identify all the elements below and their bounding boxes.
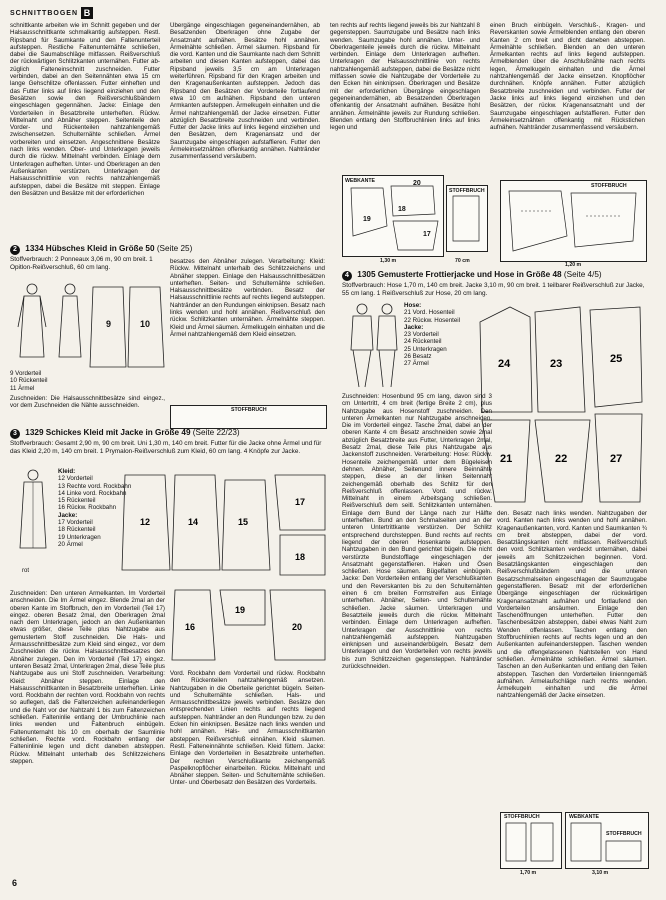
section-2-stoffverbrauch: Stoffverbrauch: 2 Ponneaux 3,06 m, 90 cm breit. 1 Opitlon-Reißverschluß, 60 cm lang. [10,256,153,271]
pattern-layout-jacket-4 [565,812,649,869]
intro-column-4: einen Bruch einbügeln. Verschluß-, Kragen- und Reverskanten sowie Ärmelblenden entlang den oberen Kanten 2 cm breit und dicht daneben absteppen. Ärmelnähte schließen. Blenden an den unteren Ärmelkanten rechts auf links liegend aufsteppen. Ärmelblenden über die Anschlußnähte nach rechts legen, Ärmelkugeln einhalten und die Ärmel nahtzahlengemäß der Jacke einsetzen. Knopflöcher durchnähen. Knöpfe annähen. Futter abzüglich Besatzbreite zuschneiden und verbinden. Futter der Jacke links auf links liegend einziehen und den Besätzen, der rückw. Kragenansatznaht und der Saumzugabe eingeschlagen aufstaffieren. Futter den Ärmeleinsetznähten offenkantig mit Rückstichen aufnähen. Nahtränder zusammenfassend versäubern. [490,22,645,132]
webkante-label: WEBKANTE [345,178,375,184]
piece-item: 19 Unterkragen [58,533,101,541]
sheet-letter-badge: B [81,7,93,19]
section-3-pattern-pieces [120,470,330,580]
webkante-label: WEBKANTE [569,814,599,820]
svg-text:18: 18 [295,552,306,562]
dress-illustration-back [55,282,85,362]
pattern-pieces-drawing [343,176,441,254]
piece-item: 12 Vorderteil [58,475,93,483]
width-label: 1,20 m [565,262,582,268]
width-label: 1,70 m [520,870,537,876]
piece-item: 9 Vorderteil [10,370,42,377]
section-4-text-a: Zuschneiden: Hosenbund 95 cm lang, davon sind 3 cm Untertritt, 4 cm breit (fertige Breite 2 cm), plus Nahtzugabe aus Hosenstoff zuschneiden. Den unteren Ärmelkanten nur Nahtzugabe anschneiden. Die im Vorderteil eingez. Tasche 2mal, dabei an der oberen Kante 4 cm Besatz anschneiden sowie 2mal abzüglich Besatzbreite aus Futter, Unterkragen 2mal, Besatz 2mal, diese Teile plus Nahtzugabe aus Jackenstoff zuschneiden. Verarbeitung: Hose: Rückw. Hosenteile zeichengemäß unter dem Bügeleisen dehnen. Abnäher, Seitenund innere Beinnähte steppen, diese an der linken Seitennaht zeichengemäß oberhalb des Schlitz für den Reißverschluß offenlassen. Vord. und rückw. Mittelnaht in einem Arbeitsgang schließen. Reißverschluß dem seitl. Schlitzkanten unternähen. Einlage dem Bund der Länge nach zur Hälfte unterheften. Bund an den Schmalseiten und an der unteren Untertrittkante verstürzen. Der Schlitz entsprechend durchsteppen. Bund rechts auf rechts liegend der oberen Hosenkante aufsteppen. Nahtzugaben in den Bund gerichtet bügeln. Die nicht verstürzte Bundstofflage eingeschlagen der Ansatznaht gegenstaffieren. Haken und Ösen schließen. Hose säumen. Bügelfalten einbügeln. Jacke: Den Vorderteilen entlang der Verschlußkanten und den Reverskanten bis zu den Schulternähten einen 6 cm breiten Formstreifen aus Einlage unterheften. Abnäher, Seiten- und Schulternähte schließen. Jacke säumen. Unterkragen und Besatzteile jeweils durch die rückw. Mittelnaht verbinden. Einlage dem Unterkragen aufheften. Unterkragen der Ausschnittlinie von rechts nahtzahlengemäß aufsteppen. Nahtzugaben einknipsen und auseinanderbügeln. Besatz dem Unterkragen und den Vorderteilen von rechts jeweils bis zum Schlitzzeichen gegensteppen. Nahtränder zurückschneiden. [342,393,492,670]
section-2-text: besatzes den Abnäher zulegen. Verarbeitung: Kleid: Rückw. Mittelnaht unterhalb des Schlitzzeichens und Abnäher steppen. Einlage den Halsausschnittbesätzen unterheften. Seiten- und Schulternähte schließen. Halsausschnittbesätze verbinden. Besatz der Halsausschnittlinie rechts auf rechts liegend aufsteppen. Nahtränder an den Rundungen einknipsen. Besatz nach links wenden und hohl annähen. Reißverschluß den rückw. Schlitzkanten unternähen. Ärmelnähte steppen. Kleid und Ärmel säumen. Ärmelkugeln einhalten und die Ärmel nahtzahlengemäß dem Kleid einsetzen. [170,258,325,338]
section-2-pattern-layout [170,405,327,429]
pattern-layout-pants [500,812,562,869]
piece-group-heading: Jacke: [58,511,78,519]
pattern-layout-jacket-1 [342,175,444,257]
width-label: 3,10 m [592,870,609,876]
pattern-pieces-drawing [447,186,485,249]
piece-number: 27 [610,453,623,465]
piece-item: 14 Linke vord. Rockbahn [58,489,127,497]
piece-item: 10 Rückenteil [10,377,48,385]
section-2-piece-list [10,370,48,392]
piece-item: 21 Vord. Hosenteil [404,309,455,317]
stoffbruch-label: STOFFBRUCH [231,407,267,413]
piece-item: 15 Rückenteil [58,497,96,505]
svg-text:14: 14 [188,517,199,527]
svg-text:15: 15 [238,517,249,527]
section-title-text: Gemusterte Frottierjacke und Hose in Größe 48 [377,270,562,279]
piece-number: 24 [498,358,511,370]
piece-item: 25 Unterkragen [404,345,447,353]
stoffbruch-label: STOFFBRUCH [449,188,485,194]
svg-text:19: 19 [235,605,246,615]
section-4-text-b: den. Besatz nach links wenden. Nahtzugaben der vord. Kanten nach links wenden und hohl annähen. Kragenaußenkanten, vord. Kanten und Saumkanten ¾ cm breit absteppen, dabei der vord. Besatzlängskanten nicht mitfassen. Reißverschluß den vord. Schlitzkanten verdeckt unternähen, dabei jeweils am Schlitzzeichen beginnen. Vord. Besatzlängskanten eingeschlagen den Reißverschlußbändern und die unteren Besatzschmalseiten eingeschlagen der Saumzugabe gegenstaffieren. Besatz mit der erforderlichen Übergänge eingeschlagen der rückwärtigen Kragenansatznaht aufnähen und fortlaufend den Vorderteilen ansäumen. Einlage den Taschenöffnungen unterheften. Futter den Taschenbesätzen absteppen, dabei etwas Naht zum Wenden offenlassen. Taschen entlang den Stoffbruchlinien rechts auf rechts legen und an den Außenkanten aufeinandersteppen. Taschen wenden und die offengelassenen Nahtstellen von Hand schließen. Ärmelnähte schließen. Ärmel säumen. Taschen an den Außenkanten und entlang den Teilen absteppen. Taschen den Vorderteilen linienngemäß aufnähen. Ärmelaufschläge nach rechts wenden. Ärmelkugeln einhalten und die Ärmel nahtzahlengemäß der Jacke einsetzen. [497,510,647,700]
pattern-code: 1305 [357,270,376,279]
piece-number: 22 [555,453,568,465]
stoffbruch-label: STOFFBRUCH [504,814,540,820]
piece-item: 27 Ärmel [404,360,429,368]
section-3-stoffverbrauch: Stoffverbrauch: Gesamt 2,90 m, 90 cm breit. Uni 1,30 m, 140 cm breit. Futter für die Jacke ohne Ärmel und für das Kleid 2,20 m, 140 cm breit. 1 Prymalon-Reißverschluß zum Kleid, 60 cm lang. 4 Knöpfe zur Jacke. [10,440,322,455]
pattern-layout-jacket-2 [446,185,488,252]
pattern-code: 1334 [25,244,44,253]
intro-column-1: schnittkante arbeiten wie im Schnitt gegeben und der Halsausschnittkante schmalkantig aufsteppen. Restl. Ripsband für Saumkante und den Faltenunterteil aufsteppen. Restliche Faltenunternähte schließen, dabei die Saumabschläge mitfassen. Reißverschluß der rückwärtigen Schlitzkanten unternähen. Futter ab-züglich Falteneinschnitt zuschneiden. Futter verbinden, dabei an den Seitennähten etwa 15 cm lange Gehschlitze offenlassen. Futter einheften und das Futter links auf links liegend einziehen und den Besätzen sowie den Reißverschlußbändern eingeschlagen gegennähen. Jacke: Einlage den Vorderteilen in Besatzbreite unterheften. Rückw. Mittelnaht und Abnäher steppen. Seitenteile den Vorder- und Rückenteilen nahtzahlengemäß zwischensetzen. Schulternähte schließen. Ärmel vorbereiten und einsetzen. Angeschnittene Besätze nach links wenden. Ober- und Unterkragen jeweils durch die rückw. Mittelnaht verbinden. Einlage dem Unterkragen aufheften. Unter- und Oberkragen an den Außenkanten verstürzen. Unterkragen der Halsausschnittlinie von rechts nahtzahlengemäß aufsteppen, dabei die Besätze mit steppen. Einlage den Besätzen und Besätze mit der erforderlichen [10,22,160,197]
frottier-outfit-illustration [345,302,400,390]
pattern-pieces-drawing [566,813,646,866]
dress-jacket-illustration [12,468,54,553]
dress-pattern-pieces [88,282,168,372]
svg-text:17: 17 [295,497,306,507]
pattern-layout-jacket-3 [500,180,647,262]
pattern-pieces-drawing [501,813,559,866]
stoffbruch-label: STOFFBRUCH [591,183,627,189]
piece-item: 23 Vorderteil [404,331,439,339]
section-number-badge: 3 [10,429,20,439]
page-header [10,6,93,20]
piece-number: 18 [398,206,406,213]
piece-item: 22 Rückw. Hosenteil [404,316,461,324]
section-pages: (Seite 25) [156,244,193,253]
piece-item: 20 Ärmel [58,540,83,548]
stoffbruch-label: STOFFBRUCH [606,831,642,837]
section-4-pattern-pieces [470,302,650,507]
piece-item: 24 Rückenteil [404,338,442,346]
width-label: 70 cm [455,258,470,264]
section-2-title [10,244,192,255]
piece-item: 18 Rückenteil [58,526,96,534]
piece-item: 11 Ärmel [10,384,35,392]
piece-item: 16 Rückw. Rockbahn [58,504,117,512]
pattern-code: 1329 [25,428,44,437]
piece-item: 13 Rechte vord. Rockbahn [58,482,132,490]
pattern-pieces-drawing [501,181,644,259]
section-4-title [342,270,602,281]
svg-text:16: 16 [185,622,196,632]
piece-number: 17 [423,231,431,238]
piece-item: 26 Besatz [404,353,432,361]
piece-number: 20 [413,180,421,187]
section-pages: (Seite 4/5) [563,270,602,279]
piece-number: 23 [550,358,563,370]
intro-column-3: ten rechts auf rechts liegend jeweils bis zur Nahtzahl 8 gegensteppen. Saumzugabe und Besätze nach links wenden. Saumzugabe hohl annähen. Unter- und Oberkragenteile jeweils durch die rückw. Mittelnaht verbinden. Einlage dem Unterkragen aufheften. Unterkragen der Halsausschnittlinie von rechts nahtzahlengemäß aufsteppen, dabei die Besätze nicht mitfassen sowie die Nahtzugabe der Vorderteile zu den Ecken hin einknipsen. Oberkragen und Besätze mit der erforderlichen Übergänge eingeschlagen gegeneinandernähen, ab Besatzenden Oberkragen offenkantig der Ansatznaht aufnähen. Besätze hohl annähen. Ärmelnähte jeweils zur Rundung schließen. Blenden entlang den Stoffbruchlinien links auf links legen und [330,22,480,132]
width-label: 1,30 m [380,258,397,264]
section-number-badge: 2 [10,245,20,255]
section-3-title [10,428,240,439]
piece-number: 19 [363,216,371,223]
piece-group-heading: Hose: [404,302,422,309]
page-number: 6 [12,878,18,888]
intro-column-2: Übergänge eingeschlagen gegeneinandernähen, ab Besatzenden Oberkragen ohne Zugabe der Ansatznaht aufnähen. Besätze hohl annähen. Ärmelnähte schließen. Ärmel säumen. Ripsband für die vord. Kanten und die Saumkante nach dem Schnitt arbeiten und diesen Kanten aufsteppen, dabei das Ripsband jeweils 3,5 cm am Unterkragen weiterführen. Ripsband für den Kragen arbeiten und den Kragenaußenkanten aufsteppen. Jedoch das Ripsband den Besätzen der Vorderteile fortlaufend etwa 10 cm aufnähen. Ripsband den unteren Armkanten aufsteppen. Ärmelkugeln einhalten und die Ärmel nahtzahlengemäß der Jacke einsetzen. Futter abzüglich Besatzbreite zuschneiden und verbinden. Futter der Jacke links auf links liegend einziehen und den Besätzen, dem Kragenansatz und der Saumzugabe eingeschlagen aufstaffieren. Futter den Ärmeleinsetznähten offenkantig annähen. Nahtränder zusammenfassend versäubern. [170,22,320,161]
section-2-zuschneiden: Zuschneiden: Die Halsausschnittbesätze sind eingez., vor dem Zuschneiden die Nähte ausschneiden. [10,395,165,410]
section-tag: SCHNITTBOGEN [10,9,78,17]
section-number-badge: 4 [342,271,352,281]
piece-group-heading: Jacke: [404,323,424,331]
section-3-pattern-pieces-2 [170,585,330,665]
section-title-text: Hübsches Kleid in Größe 50 [45,244,155,253]
piece-number: 25 [610,353,623,365]
dress-illustration [12,282,52,362]
piece-item: 17 Vorderteil [58,519,93,527]
section-3-text-a: Zuschneiden: Den unteren Armelkanten. Im Vorderteil anschneiden. Die Im Ärmel eingez. Blende 2mal an der oberen Kante im Stoffbruch, den im Vorderteil (Teil 17) eingez. oberen Besatz 2mal, den Oberkragen 2mal nach dem Unterkragen, jedoch an den Außenkanten etwas größer, diese Teile plus Nahtzugabe aus gemustertem Stoff zuschneiden. Die Hals- und Armausschnittbesätze zum Kleid sind eingez., vor dem Zuschneiden die rückw. Halsausschnittbesatzes den Abnäher zulegen. Den im Vorderteil (Teil 17) eingez. unteren Besatz 2mal, Unterkragen 2mal, diese Teile plus Nahtzugabe aus uni Stoff zuschneiden. Verarbeitung: Kleid: Abnäher steppen. Einlage den Halsausschnittkanten in Besatzbreite unterheften. Linke vord. Rockbahn der rechten vord. Rockbahn von rechts so auflegen, daß die Faltenzeichen aufeinanderliegen und die Naht vor der Nahtzahl 1 bis zum Faltenzeichen schließen. Falteninlie entlang der Umbruchlinie nach links wenden und Faltenbruch einbügeln. Faltenunternaht bis 10 cm oberhalb der Saumlinie schließen. Rechte vord. Rockbahn entlang der Falteninlinie legen und dicht daneben absteppen. Rückw. Mittelnaht unterhalb des Schlitzzeichens steppen. [10,590,165,765]
section-4-stoffverbrauch: Stoffverbrauch: Hose 1,70 m, 140 cm breit. Jacke 3,10 m, 90 cm breit. 1 teilbarer Reißverschluß zur Jacke, 55 cm lang. 1 Reißverschluß zur Hose, 20 cm lang. [342,282,645,297]
svg-text:10: 10 [140,319,151,329]
svg-text:9: 9 [106,319,112,329]
rot-label: rot [22,568,30,574]
svg-text:20: 20 [292,622,303,632]
svg-text:12: 12 [140,517,151,527]
section-pages: (Seite 22/23) [192,428,240,437]
section-3-text-b: Vord. Rockbahn dem Vorderteil und rückw. Rockbahn den Rückenteilen nahtzahlengemäß ansetzen. Nahtzugaben in die Oberteile gerichtet bügeln. Seiten- und Schulternähte schließen. Hals- und Armausschnittbesätze jeweils verbinden. Besätze den entsprechenden Linien rechts auf rechts liegend aufsteppen. Nahtränder an den Rundungen bzw. zu den Ecken hin einknipsen. Besätze nach links wenden und hohl annähen. Hals- und Armausschnittkanten absteppen. Reißverschluß einnähen. Kleid säumen. Restl. Falteneinnähnte schließen. Kleid füttern. Jacke: Einlage den Vorderteilen in Besatzbreite unterheften. Der rechten Verschlußkante zeichengemäß Paspelknopflöcher einarbeiten. Rückw. Mittelnaht und Abnäher steppen. Seiten- und Schulternähte schließen. Unter- und Oberbesatz den Besätzen des Vorderteils. [170,670,325,787]
section-4-piece-list [404,302,460,368]
piece-number: 21 [500,453,513,465]
section-title-text: Schickes Kleid mit Jacke in Größe 49 [45,428,191,437]
piece-group-heading: Kleid: [58,468,76,475]
